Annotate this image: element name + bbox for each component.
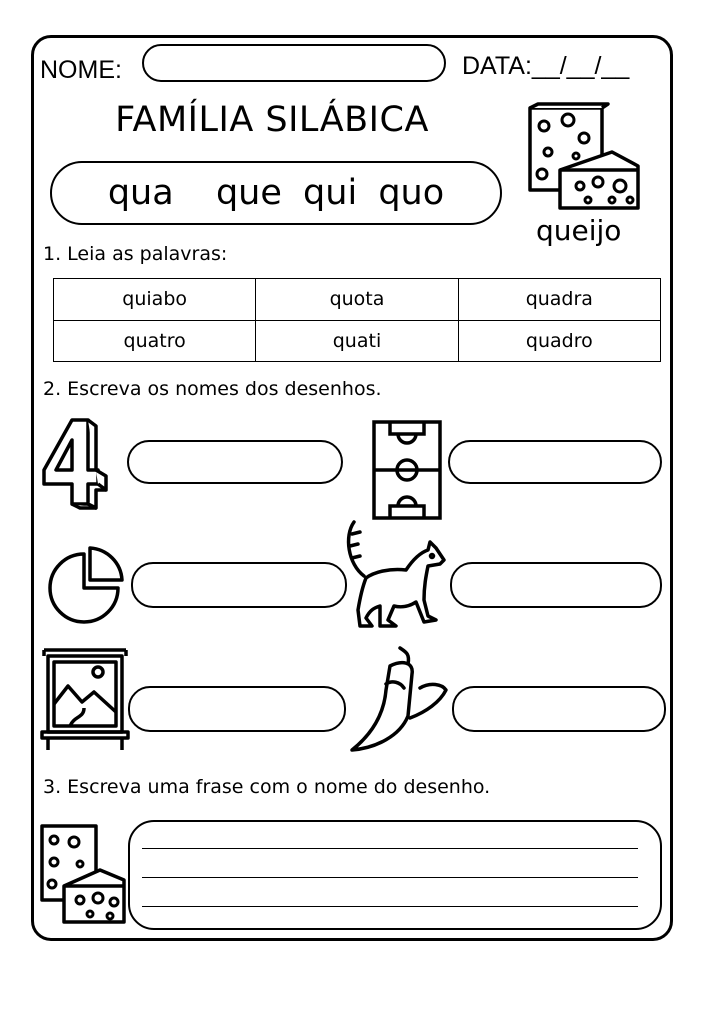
answer-field[interactable] xyxy=(131,562,347,608)
syllable: quo xyxy=(378,173,445,213)
word-cell: quadra xyxy=(458,279,660,321)
answer-field[interactable] xyxy=(448,440,662,484)
cheese-icon xyxy=(524,104,644,216)
date-label: DATA:__/__/__ xyxy=(462,52,630,80)
page-title: FAMÍLIA SILÁBICA xyxy=(115,100,429,140)
name-field[interactable] xyxy=(142,44,446,82)
word-cell: quatro xyxy=(54,320,256,362)
writing-line xyxy=(142,877,638,878)
writing-line xyxy=(142,906,638,907)
syllable: qua xyxy=(107,173,174,213)
answer-field[interactable] xyxy=(127,440,343,484)
word-cell: quiabo xyxy=(54,279,256,321)
table-row xyxy=(54,320,661,362)
soccer-field-icon xyxy=(372,420,442,520)
exercise-3-instruction: 3. Escreva uma frase com o nome do desenho. xyxy=(43,776,491,798)
sentence-field[interactable] xyxy=(128,820,662,930)
number-four-icon xyxy=(42,418,116,510)
exercise-2-instruction: 2. Escreva os nomes dos desenhos. xyxy=(43,378,382,400)
name-label: NOME: xyxy=(40,56,122,84)
exercise-1-instruction: 1. Leia as palavras: xyxy=(43,243,228,265)
syllable: qui xyxy=(303,173,358,213)
answer-field[interactable] xyxy=(450,562,662,608)
cheese-icon xyxy=(40,822,126,926)
syllable-family-box xyxy=(50,161,502,225)
word-cell: quota xyxy=(256,279,458,321)
chili-pepper-icon xyxy=(346,644,450,754)
cheese-caption: queijo xyxy=(536,214,622,247)
writing-line xyxy=(142,848,638,849)
table-row xyxy=(54,279,661,321)
word-cell: quati xyxy=(256,320,458,362)
answer-field[interactable] xyxy=(452,686,666,732)
word-table xyxy=(53,278,661,362)
answer-field[interactable] xyxy=(128,686,346,732)
word-cell: quadro xyxy=(458,320,660,362)
pie-quarter-icon xyxy=(44,546,124,626)
coati-icon xyxy=(344,516,450,632)
picture-frame-icon xyxy=(40,646,130,752)
syllable: que xyxy=(215,173,282,213)
